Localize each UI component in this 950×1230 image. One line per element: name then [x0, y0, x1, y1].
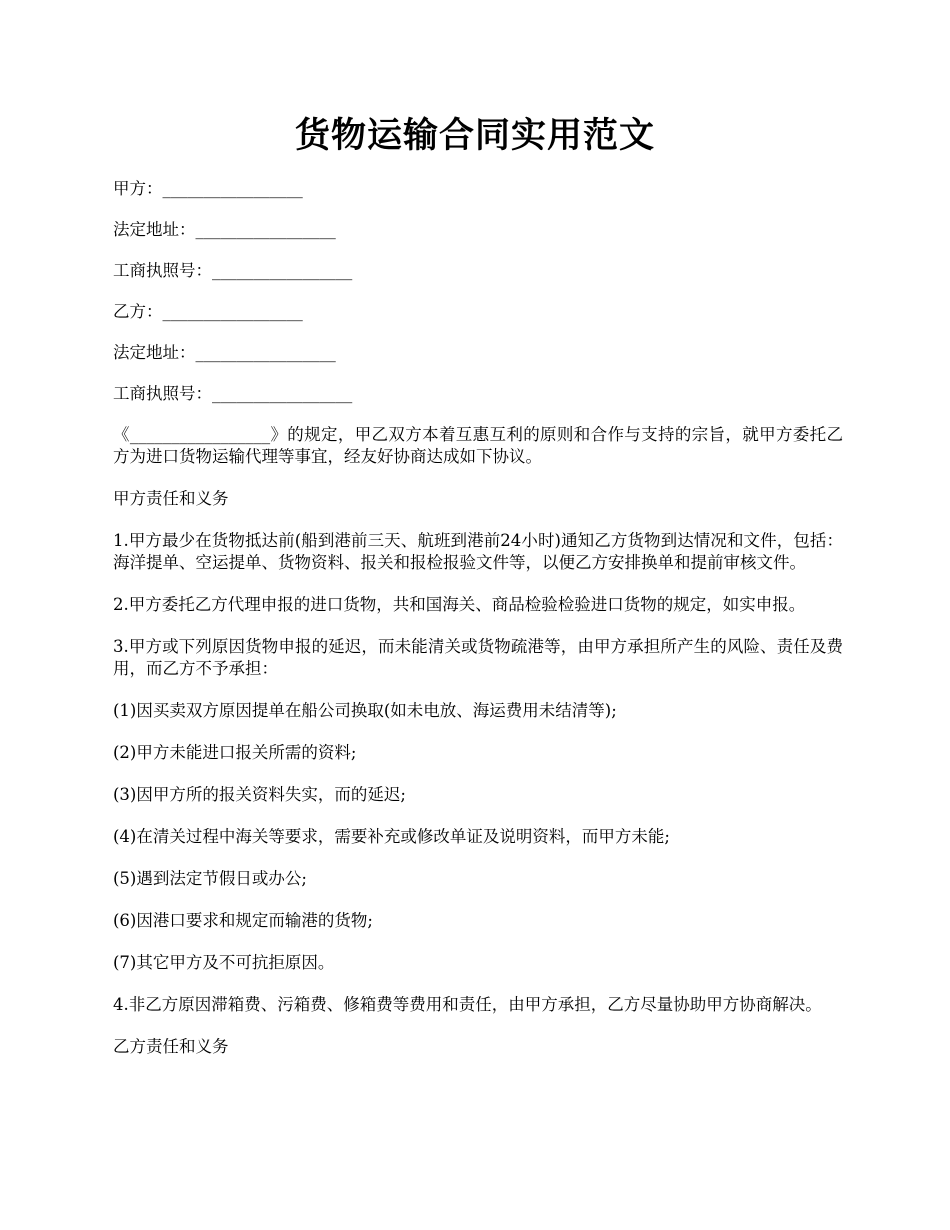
section-b-heading: 乙方责任和义务: [113, 1037, 229, 1056]
document-title: 货物运输合同实用范文: [294, 115, 655, 156]
list-item: (2)甲方未能进口报关所需的资料;: [113, 743, 357, 762]
party-b-field: 乙方：_________________: [113, 302, 303, 321]
document-body: [113, 178, 843, 1078]
party-b-address-field: 法定地址：_________________: [113, 343, 336, 362]
preamble-paragraph: 《_________________》的规定，甲乙双方本着互惠互利的原则和合作与支持的宗旨，就甲方委托乙方为进口货物运输代理等事宜，经友好协商达成如下协议。: [113, 425, 843, 466]
party-b-license-field: 工商执照号：_________________: [113, 384, 353, 403]
clause-3: 3.甲方或下列原因货物申报的延迟，而未能清关或货物疏港等，由甲方承担所产生的风险、责任及费用，而乙方不予承担：: [113, 637, 843, 678]
list-item: (6)因港口要求和规定而输港的货物;: [113, 911, 373, 930]
clause-4: 4.非乙方原因滞箱费、污箱费、修箱费等费用和责任，由甲方承担，乙方尽量协助甲方协商解决。: [113, 995, 822, 1014]
list-item: (4)在清关过程中海关等要求，需要补充或修改单证及说明资料，而甲方未能;: [113, 827, 670, 846]
party-a-address-field: 法定地址：_________________: [113, 220, 336, 239]
list-item: (1)因买卖双方原因提单在船公司换取(如未电放、海运费用未结清等);: [113, 701, 617, 720]
list-item: (3)因甲方所的报关资料失实，而的延迟;: [113, 785, 406, 804]
party-a-license-field: 工商执照号：_________________: [113, 261, 353, 280]
section-a-heading: 甲方责任和义务: [113, 489, 229, 508]
list-item: (7)其它甲方及不可抗拒原因。: [113, 953, 335, 972]
clause-1: 1.甲方最少在货物抵达前(船到港前三天、航班到港前24小时)通知乙方货物到达情况和文件，包括：海洋提单、空运提单、货物资料、报关和报检报验文件等，以便乙方安排换单和提前审核文件。: [113, 531, 843, 572]
party-a-field: 甲方：_________________: [113, 179, 303, 198]
list-item: (5)遇到法定节假日或办公;: [113, 869, 307, 888]
clause-2: 2.甲方委托乙方代理申报的进口货物，共和国海关、商品检验检验进口货物的规定，如实申报。: [113, 595, 806, 614]
